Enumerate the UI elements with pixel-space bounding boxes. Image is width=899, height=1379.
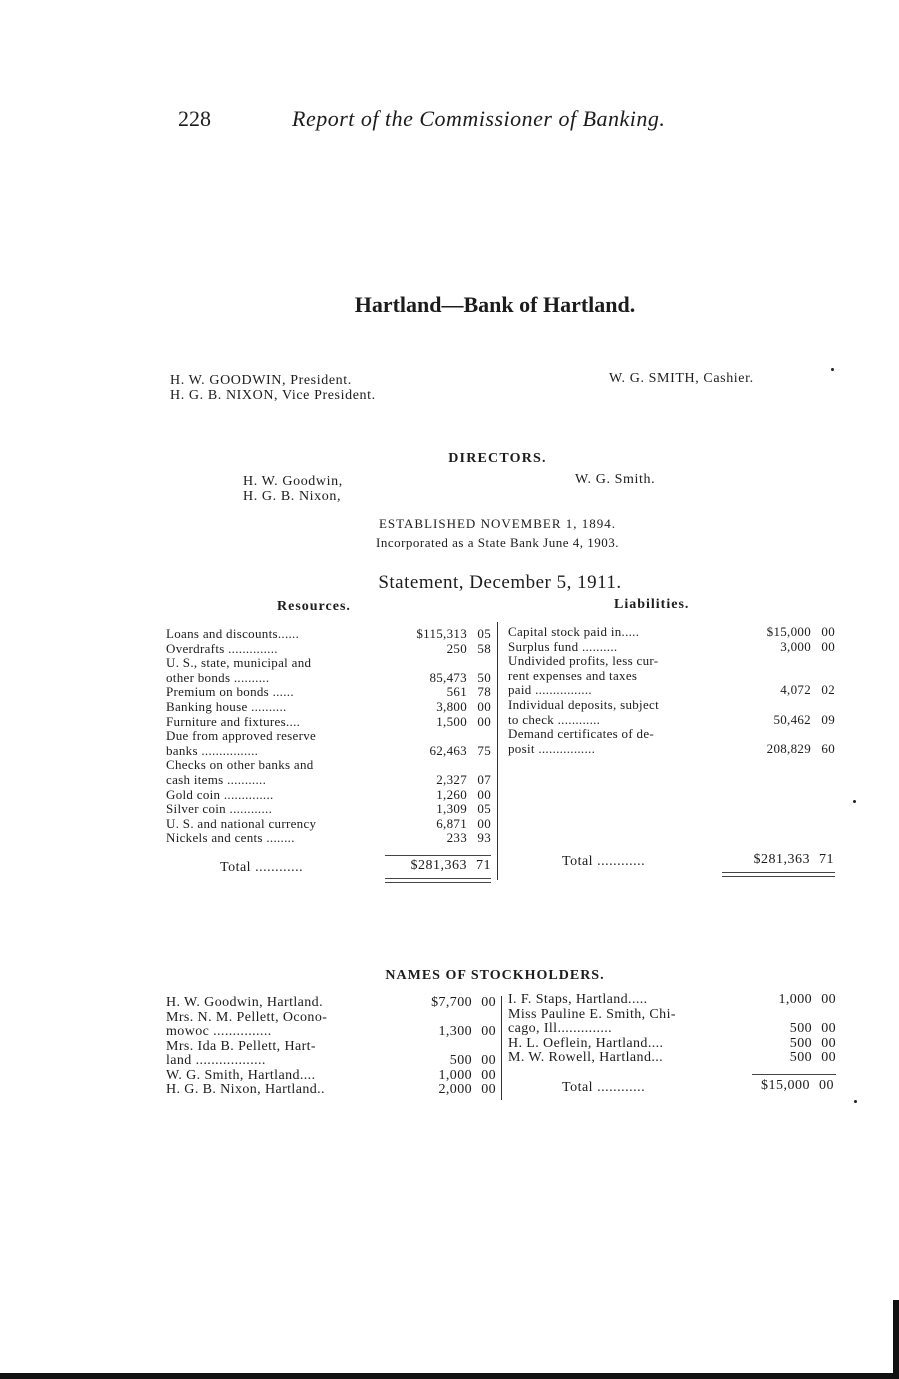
resource-row xyxy=(166,671,491,686)
resource-row xyxy=(166,656,491,671)
resource-row-dollars: 1,260 xyxy=(436,786,467,802)
column-divider xyxy=(501,996,502,1100)
liability-row-cents: 60 xyxy=(821,740,835,756)
liability-row-label: Surplus fund .......... xyxy=(508,638,618,654)
resource-row-label: banks ................ xyxy=(166,742,259,758)
liabilities-total-cents: 71 xyxy=(819,852,834,867)
stockholders-total-cents: 00 xyxy=(819,1078,834,1093)
stockholder-row-cents: 00 xyxy=(821,1035,836,1051)
liabilities-heading: Liabilities. xyxy=(614,597,690,612)
stockholder-row-dollars: 500 xyxy=(789,1050,812,1065)
stockholder-row-cents: 00 xyxy=(481,1024,496,1039)
directors-heading: DIRECTORS. xyxy=(448,451,547,466)
liability-row-cents: 09 xyxy=(821,711,835,727)
liability-row-label: Demand certificates of de- xyxy=(508,726,655,742)
rule xyxy=(722,876,835,877)
stockholder-row xyxy=(508,1051,836,1066)
resource-row-cents: 00 xyxy=(477,815,491,831)
resource-row xyxy=(166,817,491,832)
rule xyxy=(385,878,491,879)
stockholder-row-cents: 00 xyxy=(481,1082,496,1097)
stockholder-row-dollars: 1,000 xyxy=(778,992,812,1007)
resource-row-dollars: 2,327 xyxy=(436,771,467,787)
stockholders-heading: NAMES OF STOCKHOLDERS. xyxy=(385,968,605,983)
resource-row-cents: 05 xyxy=(477,626,491,641)
stockholder-row xyxy=(508,1022,836,1037)
scan-speck xyxy=(853,800,856,803)
resource-row-label: Banking house .......... xyxy=(166,698,287,714)
liabilities-total-dollars: $281,363 xyxy=(753,852,810,867)
resource-row-label: U. S., state, municipal and xyxy=(166,655,312,671)
stockholder-row-dollars: 2,000 xyxy=(438,1082,472,1097)
liability-row-cents: 02 xyxy=(821,682,835,698)
liability-row xyxy=(508,625,835,640)
resource-row-dollars: 233 xyxy=(446,830,467,846)
liability-row-label: paid ................ xyxy=(508,682,592,698)
liabilities-total-label: Total ............ xyxy=(562,854,646,869)
resource-row-label: other bonds .......... xyxy=(166,669,270,685)
resource-row xyxy=(166,802,491,817)
stockholder-row-label: I. F. Staps, Hartland..... xyxy=(508,992,648,1007)
stockholder-row-label: H. W. Goodwin, Hartland. xyxy=(166,995,323,1010)
resource-row-dollars: 250 xyxy=(446,640,467,656)
resource-row xyxy=(166,715,491,730)
scan-speck xyxy=(831,368,834,371)
scan-speck xyxy=(854,1100,857,1103)
liability-row xyxy=(508,727,835,742)
stockholder-row-dollars: 500 xyxy=(789,1035,812,1051)
stockholder-row xyxy=(166,1040,496,1055)
resource-row-dollars: 1,500 xyxy=(436,713,467,729)
stockholder-row xyxy=(508,993,836,1008)
liability-row xyxy=(508,640,835,655)
resource-row xyxy=(166,758,491,773)
stockholder-row xyxy=(508,1008,836,1023)
liability-row-label: Individual deposits, subject xyxy=(508,696,660,712)
stockholder-row-cents: 00 xyxy=(481,1053,496,1068)
resource-row-label: cash items ........... xyxy=(166,771,267,787)
stockholder-row-label: Mrs. N. M. Pellett, Ocono- xyxy=(166,1009,328,1025)
scan-border xyxy=(0,1373,899,1379)
stockholders-right-list xyxy=(508,993,836,1066)
running-title: Report of the Commissioner of Banking. xyxy=(292,106,666,131)
liability-row-cents: 00 xyxy=(821,624,835,639)
resource-row-dollars: 1,309 xyxy=(436,801,467,817)
resources-total-cents: 71 xyxy=(476,858,491,873)
bank-title: Hartland—Bank of Hartland. xyxy=(354,292,636,317)
director-name: H. G. B. Nixon, xyxy=(243,489,342,504)
resource-row xyxy=(166,788,491,803)
stockholder-row-cents: 00 xyxy=(821,992,836,1007)
liability-row-label: rent expenses and taxes xyxy=(508,667,638,683)
stockholders-total-label: Total ............ xyxy=(562,1080,646,1095)
stockholder-row-label: H. G. B. Nixon, Hartland.. xyxy=(166,1082,325,1097)
resource-row-label: Silver coin ............ xyxy=(166,801,273,817)
resource-row-dollars: 62,463 xyxy=(429,742,467,758)
resource-row xyxy=(166,773,491,788)
established-date: ESTABLISHED NOVEMBER 1, 1894. xyxy=(378,516,617,531)
resource-row-label: Loans and discounts...... xyxy=(166,626,300,641)
stockholder-row xyxy=(166,1011,496,1026)
liability-row-dollars: $15,000 xyxy=(766,624,811,639)
resource-row-label: Gold coin .............. xyxy=(166,786,274,802)
liability-row-dollars: 4,072 xyxy=(780,682,811,698)
stockholder-row-dollars: $7,700 xyxy=(431,995,472,1010)
resources-table xyxy=(166,627,491,846)
resource-row xyxy=(166,700,491,715)
stockholder-row xyxy=(166,1025,496,1040)
resource-row-dollars: 3,800 xyxy=(436,698,467,714)
statement-title: Statement, December 5, 1911. xyxy=(378,572,622,593)
stockholder-row xyxy=(166,1083,496,1098)
column-divider xyxy=(497,622,498,880)
resource-row-dollars: $115,313 xyxy=(416,626,467,641)
resources-total-label: Total ............ xyxy=(220,860,304,875)
resource-row xyxy=(166,627,491,642)
officer-cashier: W. G. SMITH, Cashier. xyxy=(609,371,754,386)
resource-row-cents: 78 xyxy=(477,684,491,700)
director-name: W. G. Smith. xyxy=(575,472,656,487)
liability-row xyxy=(508,713,835,728)
resources-total-dollars: $281,363 xyxy=(410,858,467,873)
stockholder-row xyxy=(166,1069,496,1084)
stockholder-row-label: land .................. xyxy=(166,1053,266,1068)
officer-vice-president: H. G. B. NIXON, Vice President. xyxy=(170,388,376,403)
rule xyxy=(752,1074,836,1075)
resource-row-label: Premium on bonds ...... xyxy=(166,684,294,700)
stockholders-left-list xyxy=(166,996,496,1098)
stockholder-row xyxy=(166,1054,496,1069)
stockholder-row xyxy=(508,1037,836,1052)
resource-row-dollars: 85,473 xyxy=(429,669,467,685)
stockholder-row-dollars: 1,000 xyxy=(438,1067,472,1083)
officer-president: H. W. GOODWIN, President. xyxy=(170,373,352,388)
stockholder-row xyxy=(166,996,496,1011)
resource-row-dollars: 561 xyxy=(446,684,467,700)
resource-row-label: Nickels and cents ........ xyxy=(166,830,295,846)
liability-row-dollars: 50,462 xyxy=(773,711,811,727)
liabilities-table xyxy=(508,625,835,756)
stockholder-row-label: W. G. Smith, Hartland.... xyxy=(166,1067,316,1083)
liability-row xyxy=(508,698,835,713)
liability-row xyxy=(508,654,835,669)
resource-row-dollars: 6,871 xyxy=(436,815,467,831)
resource-row xyxy=(166,685,491,700)
resource-row-label: U. S. and national currency xyxy=(166,815,317,831)
liability-row-dollars: 3,000 xyxy=(780,638,811,654)
incorporated-date: Incorporated as a State Bank June 4, 1903. xyxy=(375,535,620,550)
resource-row-cents: 00 xyxy=(477,786,491,802)
liability-row-label: to check ............ xyxy=(508,711,601,727)
stockholder-row-label: Mrs. Ida B. Pellett, Hart- xyxy=(166,1038,316,1054)
liability-row xyxy=(508,669,835,684)
liability-row xyxy=(508,742,835,757)
scan-border xyxy=(893,1300,899,1379)
resource-row-label: Due from approved reserve xyxy=(166,728,317,744)
liability-row-dollars: 208,829 xyxy=(766,740,811,756)
stockholders-total-dollars: $15,000 xyxy=(761,1078,810,1093)
resource-row-cents: 07 xyxy=(477,771,491,787)
resource-row xyxy=(166,729,491,744)
stockholder-row-label: H. L. Oeflein, Hartland.... xyxy=(508,1035,664,1051)
resource-row-label: Checks on other banks and xyxy=(166,757,314,773)
director-name: H. W. Goodwin, xyxy=(243,474,343,489)
liability-row-label: posit ................ xyxy=(508,740,596,756)
resource-row-cents: 75 xyxy=(477,742,491,758)
stockholder-row-label: M. W. Rowell, Hartland... xyxy=(508,1050,664,1065)
resource-row-cents: 05 xyxy=(477,801,491,817)
resource-row xyxy=(166,642,491,657)
stockholder-row-cents: 00 xyxy=(481,995,496,1010)
stockholder-row-label: Miss Pauline E. Smith, Chi- xyxy=(508,1006,676,1022)
stockholder-row-dollars: 500 xyxy=(449,1053,472,1068)
resource-row-cents: 58 xyxy=(477,640,491,656)
resource-row-cents: 00 xyxy=(477,713,491,729)
liability-row-cents: 00 xyxy=(821,638,835,654)
liability-row-label: Undivided profits, less cur- xyxy=(508,653,659,669)
resource-row xyxy=(166,831,491,846)
resource-row-cents: 00 xyxy=(477,698,491,714)
stockholder-row-cents: 00 xyxy=(821,1021,836,1036)
stockholder-row-cents: 00 xyxy=(821,1050,836,1065)
rule xyxy=(385,882,491,883)
resource-row-label: Furniture and fixtures.... xyxy=(166,713,301,729)
rule xyxy=(385,855,491,856)
stockholder-row-label: mowoc ............... xyxy=(166,1024,272,1039)
resources-heading: Resources. xyxy=(277,599,351,614)
page-number: 228 xyxy=(178,106,211,131)
liability-row-label: Capital stock paid in..... xyxy=(508,624,640,639)
stockholder-row-dollars: 1,300 xyxy=(438,1024,472,1039)
resource-row-cents: 50 xyxy=(477,669,491,685)
rule xyxy=(722,872,835,873)
stockholder-row-dollars: 500 xyxy=(789,1021,812,1036)
stockholder-row-cents: 00 xyxy=(481,1067,496,1083)
resource-row-cents: 93 xyxy=(477,830,491,846)
stockholder-row-label: cago, Ill.............. xyxy=(508,1021,613,1036)
resource-row-label: Overdrafts .............. xyxy=(166,640,278,656)
resource-row xyxy=(166,744,491,759)
liability-row xyxy=(508,683,835,698)
